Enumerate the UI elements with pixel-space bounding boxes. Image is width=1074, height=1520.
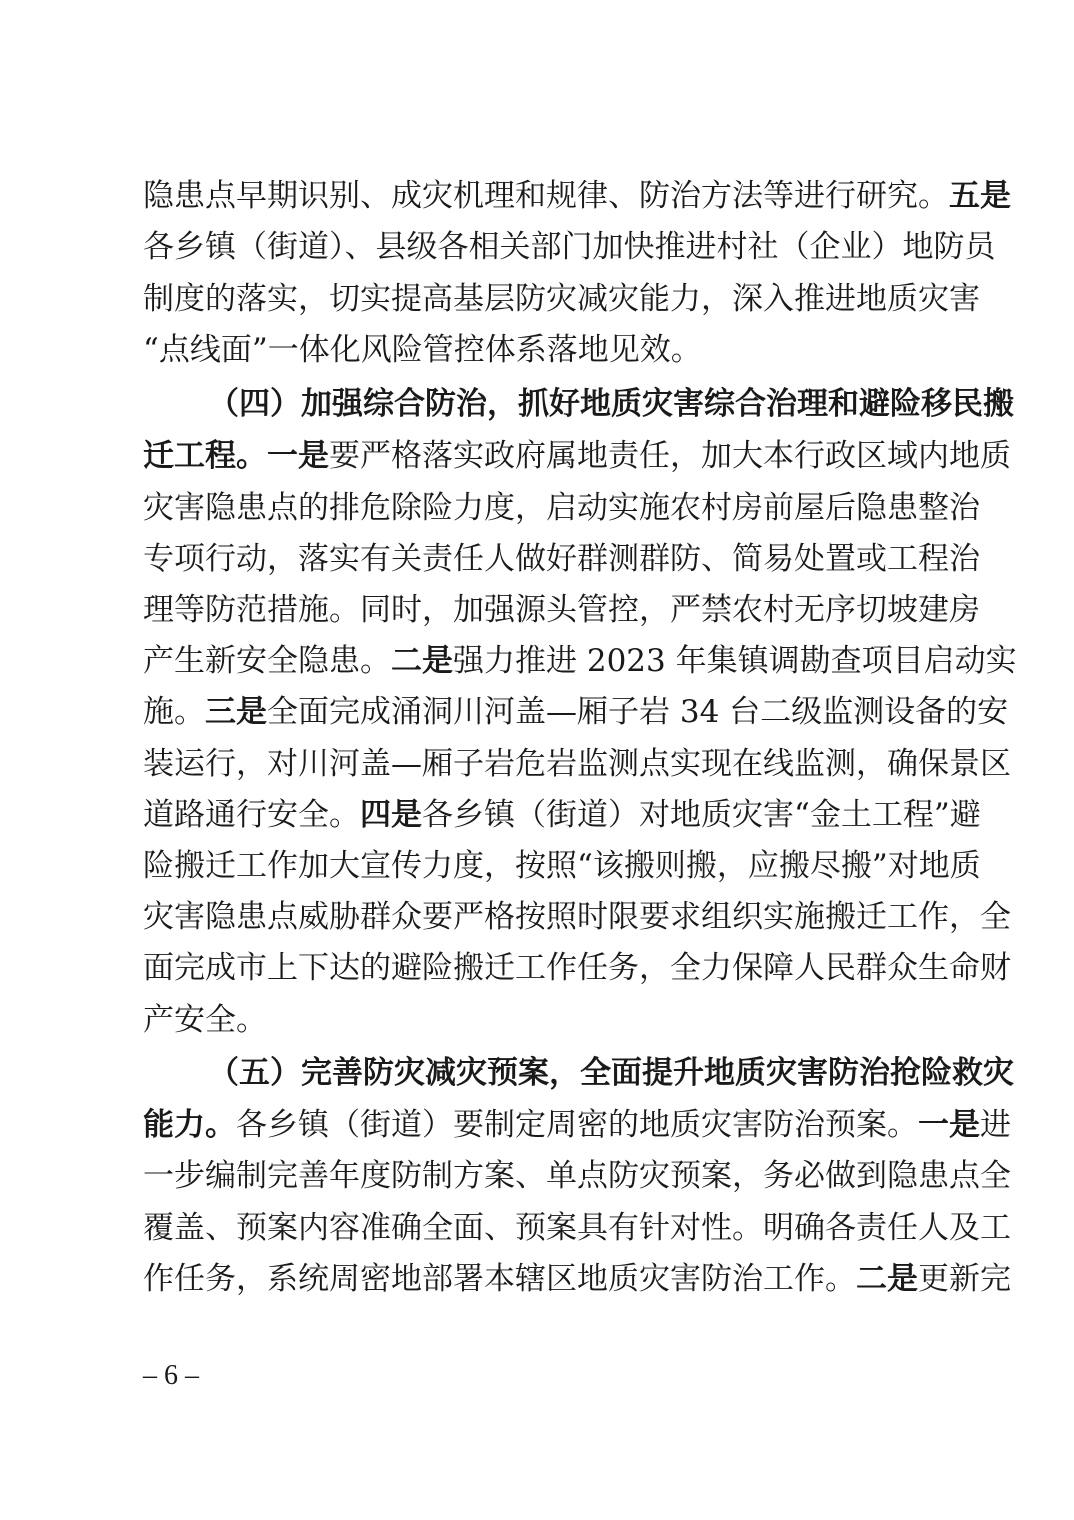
text-segment: 灾害隐患点威胁群众要严格按照时限要求组织实施搬迁工作，全	[143, 899, 1011, 935]
text-segment: 强力推进 2023 年集镇调勘查项目启动实	[453, 643, 1017, 679]
text-line	[143, 638, 1017, 684]
text-segment: 一步编制完善年度防制方案、单点防灾预案，务必做到隐患点全	[143, 1158, 1011, 1194]
text-segment: 产生新安全隐患。	[143, 643, 391, 679]
text-segment: 面完成市上下达的避险搬迁工作任务，全力保障人民群众生命财	[143, 950, 1011, 986]
text-segment: 险搬迁工作加大宣传力度，按照“该搬则搬，应搬尽搬”对地质	[143, 848, 981, 884]
text-segment: 理等防范措施。同时，加强源头管控，严禁农村无序切坡建房	[143, 592, 980, 628]
text-line	[208, 1050, 1014, 1096]
text-line	[143, 1205, 1011, 1251]
text-line	[143, 792, 981, 838]
text-segment: 全面完成涌洞川河盖—厢子岩 34 台二级监测设备的安	[267, 694, 1009, 730]
text-segment: 各乡镇（街道）、县级各相关部门加快推进村社（企业）地防员	[143, 229, 996, 265]
text-segment: 各乡镇（街道）要制定周密的地质灾害防治预案。	[236, 1107, 918, 1143]
bold-text-segment: （五）完善防灾减灾预案，全面提升地质灾害防治抢险救灾	[208, 1055, 1014, 1091]
bold-text-segment: 能力。	[143, 1107, 236, 1143]
bold-text-segment: 一是	[918, 1107, 980, 1143]
text-line	[143, 894, 1011, 940]
text-line	[143, 224, 996, 270]
bold-text-segment: 五是	[949, 178, 1011, 214]
text-segment: 更新完	[918, 1261, 1011, 1297]
text-segment: 灾害隐患点的排危除险力度，启动实施农村房前屋后隐患整治	[143, 490, 980, 526]
text-line	[143, 1256, 1011, 1302]
text-segment: 装运行，对川河盖—厢子岩危岩监测点实现在线监测，确保景区	[143, 746, 1011, 782]
text-segment: 隐患点早期识别、成灾机理和规律、防治方法等进行研究。	[143, 178, 949, 214]
text-line	[143, 689, 1009, 735]
text-line	[143, 741, 1011, 787]
text-segment: 专项行动，落实有关责任人做好群测群防、简易处置或工程治	[143, 541, 980, 577]
text-line	[143, 327, 943, 373]
bold-text-segment: 四是	[360, 797, 422, 833]
text-line	[143, 276, 980, 322]
bold-text-segment: 二是	[856, 1261, 918, 1297]
text-segment: 要严格落实政府属地责任，加大本行政区域内地质	[329, 438, 1011, 474]
text-segment: 覆盖、预案内容准确全面、预案具有针对性。明确各责任人及工	[143, 1210, 1011, 1246]
bold-text-segment: （四）加强综合防治，抓好地质灾害综合治理和避险移民搬	[208, 386, 1014, 422]
text-line	[143, 1102, 1011, 1148]
text-segment: 进	[980, 1107, 1011, 1143]
text-line	[143, 587, 980, 633]
text-segment: “点线面”一体化风险管控体系落地见效。	[143, 332, 702, 368]
page-number: – 6 –	[143, 1360, 199, 1391]
text-line	[143, 1153, 1011, 1199]
text-line	[143, 945, 1011, 991]
bold-text-segment: 二是	[391, 643, 453, 679]
text-line	[208, 381, 1014, 427]
text-segment: 施。	[143, 694, 205, 730]
text-segment: 产安全。	[143, 1002, 267, 1038]
text-line	[143, 536, 980, 582]
text-segment: 制度的落实，切实提高基层防灾减灾能力，深入推进地质灾害	[143, 281, 980, 317]
bold-text-segment: 迁工程。	[143, 438, 267, 474]
text-segment: 作任务，系统周密地部署本辖区地质灾害防治工作。	[143, 1261, 856, 1297]
text-line	[143, 433, 1011, 479]
bold-text-segment: 一是	[267, 438, 329, 474]
text-segment: 各乡镇（街道）对地质灾害“金土工程”避	[422, 797, 981, 833]
text-segment: 道路通行安全。	[143, 797, 360, 833]
text-line	[143, 485, 980, 531]
text-line	[143, 997, 943, 1043]
bold-text-segment: 三是	[205, 694, 267, 730]
text-line	[143, 843, 981, 889]
text-line	[143, 173, 1011, 219]
